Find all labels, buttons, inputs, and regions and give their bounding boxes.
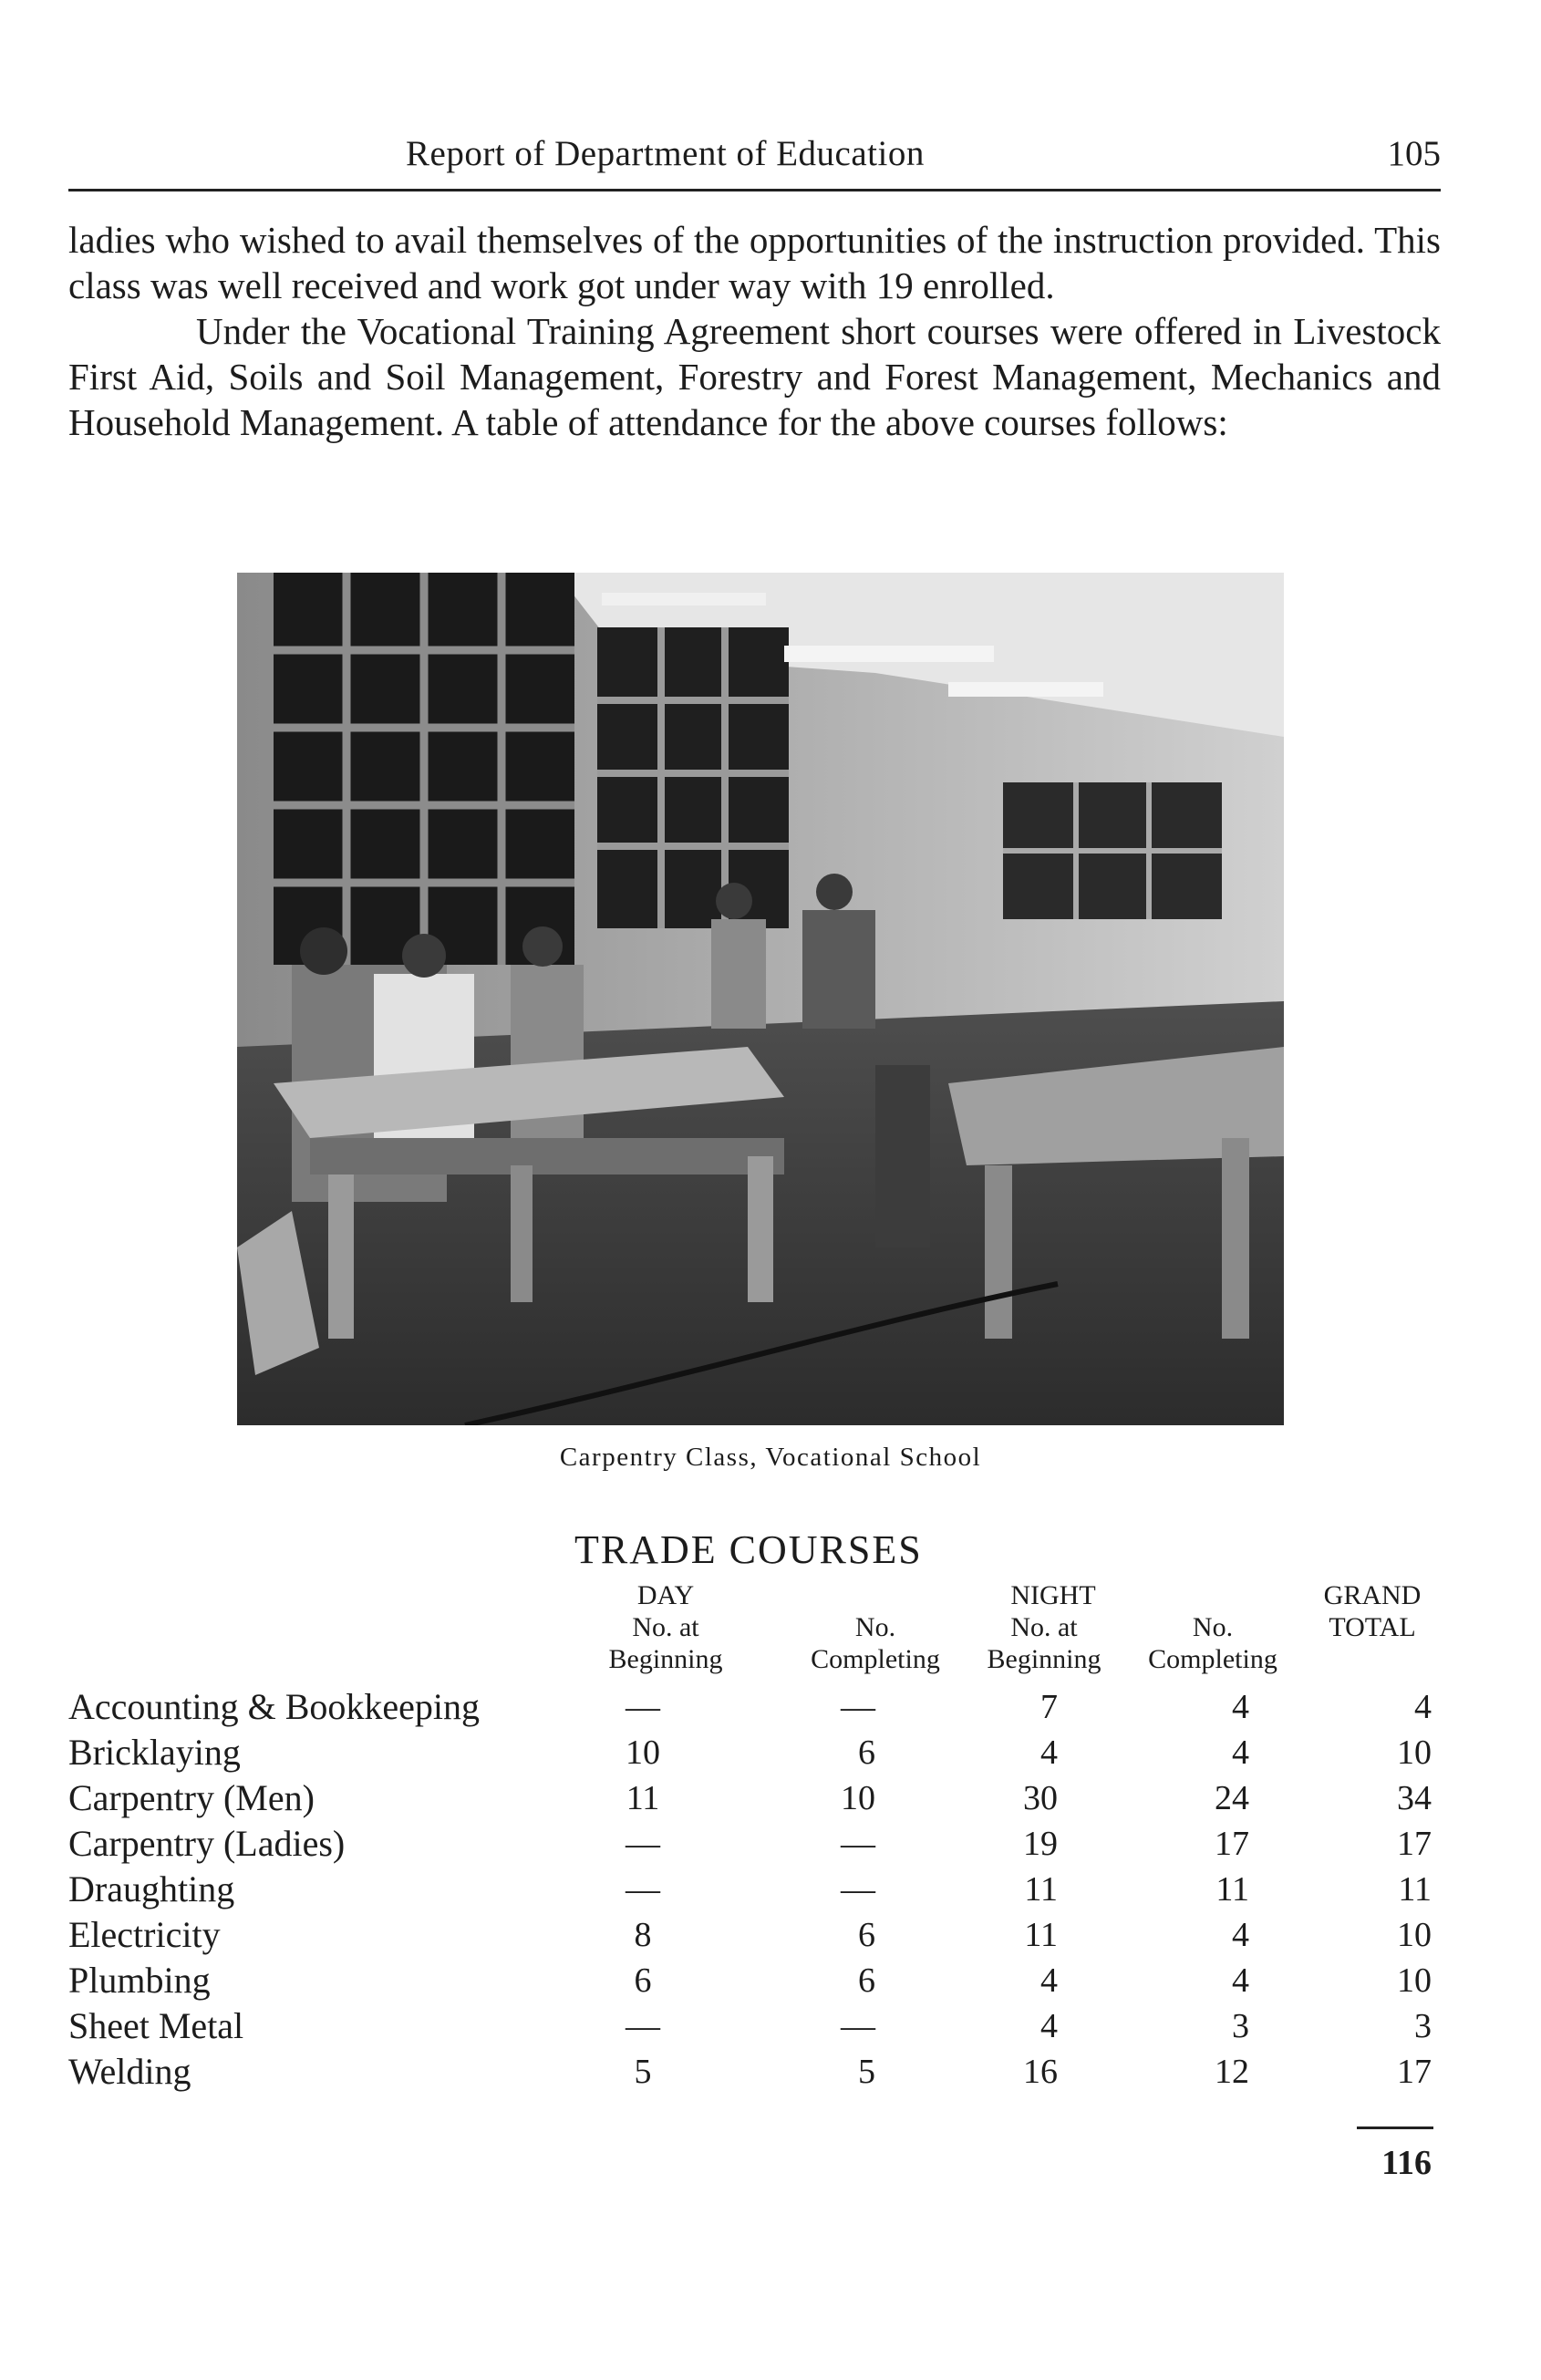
page-header xyxy=(68,133,1441,188)
day-beginning-cell: 10 xyxy=(626,1733,660,1772)
group-header-day: DAY xyxy=(636,1580,695,1610)
grand-total-cell: 17 xyxy=(1397,1825,1432,1863)
day-beginning-cell: 11 xyxy=(626,1779,660,1817)
day-completing-cell: 6 xyxy=(858,1961,875,2000)
carpentry-class-photo xyxy=(237,573,1284,1425)
grand-total-cell: 17 xyxy=(1397,2053,1432,2091)
night-beginning-cell: 4 xyxy=(1040,1733,1058,1772)
night-beginning-cell: 16 xyxy=(1023,2053,1058,2091)
night-completing-cell: 4 xyxy=(1232,1961,1249,2000)
col-day-completing-2: Completing xyxy=(811,1644,940,1674)
grand-total-cell: 11 xyxy=(1398,1870,1432,1909)
night-beginning-cell: 11 xyxy=(1024,1916,1058,1954)
course-name: Plumbing xyxy=(68,1960,211,2001)
day-completing-cell: — xyxy=(841,1870,875,1909)
col-night-beginning-2: Beginning xyxy=(987,1644,1101,1674)
grand-total-cell: 34 xyxy=(1397,1779,1432,1817)
grand-total-cell: 10 xyxy=(1397,1961,1432,2000)
grand-total-sum: 116 xyxy=(1381,2144,1432,2182)
day-completing-cell: 10 xyxy=(841,1779,875,1817)
day-beginning-cell: — xyxy=(626,1688,660,1726)
course-name: Electricity xyxy=(68,1914,221,1955)
day-beginning-cell: 6 xyxy=(634,1961,652,2000)
night-beginning-cell: 11 xyxy=(1024,1870,1058,1909)
night-beginning-cell: 7 xyxy=(1040,1688,1058,1726)
day-beginning-cell: — xyxy=(626,2007,660,2045)
day-beginning-cell: 5 xyxy=(634,2053,652,2091)
night-completing-cell: 17 xyxy=(1215,1825,1249,1863)
night-beginning-cell: 19 xyxy=(1023,1825,1058,1863)
col-night-completing-1: No. xyxy=(1192,1612,1234,1642)
night-completing-cell: 4 xyxy=(1232,1733,1249,1772)
course-name: Carpentry (Men) xyxy=(68,1777,315,1818)
day-completing-cell: 6 xyxy=(858,1916,875,1954)
day-beginning-cell: — xyxy=(626,1870,660,1909)
course-name: Welding xyxy=(68,2051,191,2092)
grand-total-cell: 3 xyxy=(1414,2007,1432,2045)
night-beginning-cell: 30 xyxy=(1023,1779,1058,1817)
table-title: TRADE COURSES xyxy=(574,1527,923,1572)
course-name: Draughting xyxy=(68,1868,235,1909)
day-completing-cell: — xyxy=(841,2007,875,2045)
course-name: Sheet Metal xyxy=(68,2005,244,2046)
day-completing-cell: — xyxy=(841,1825,875,1863)
col-day-beginning-1: No. at xyxy=(632,1612,699,1642)
night-completing-cell: 11 xyxy=(1215,1870,1249,1909)
total-rule xyxy=(1357,2126,1433,2129)
night-completing-cell: 24 xyxy=(1215,1779,1249,1817)
running-title: Report of Department of Education xyxy=(406,134,925,173)
photo-illustration xyxy=(237,573,1284,1425)
night-beginning-cell: 4 xyxy=(1040,1961,1058,2000)
page-number: 105 xyxy=(1387,134,1441,173)
paragraph-2: Under the Vocational Training Agreement short courses were offered in Livestock First Aid, Soils and Soil Management, Forestry and Forest Management, Mechanics and Household Management. A table of attendance for the above courses follows: xyxy=(68,310,1441,443)
grand-total-cell: 10 xyxy=(1397,1733,1432,1772)
group-header-total: TOTAL xyxy=(1329,1612,1416,1642)
night-completing-cell: 3 xyxy=(1232,2007,1249,2045)
course-name: Carpentry (Ladies) xyxy=(68,1823,346,1864)
night-completing-cell: 4 xyxy=(1232,1916,1249,1954)
day-beginning-cell: — xyxy=(626,1825,660,1863)
col-night-beginning-1: No. at xyxy=(1010,1612,1078,1642)
day-beginning-cell: 8 xyxy=(634,1916,652,1954)
header-rule xyxy=(68,189,1441,191)
group-header-night: NIGHT xyxy=(1010,1580,1096,1610)
body-text xyxy=(68,217,1441,445)
grand-total-cell: 10 xyxy=(1397,1916,1432,1954)
group-header-grand: GRAND xyxy=(1323,1580,1422,1610)
course-name: Bricklaying xyxy=(68,1732,241,1773)
col-day-completing-1: No. xyxy=(854,1612,896,1642)
night-beginning-cell: 4 xyxy=(1040,2007,1058,2045)
col-day-beginning-2: Beginning xyxy=(608,1644,723,1674)
day-completing-cell: 6 xyxy=(858,1733,875,1772)
day-completing-cell: 5 xyxy=(858,2053,875,2091)
col-night-completing-2: Completing xyxy=(1148,1644,1277,1674)
paragraph-1: ladies who wished to avail themselves of the opportunities of the instruction provided. This class was well received and work got under way with 19 enrolled. xyxy=(68,219,1441,306)
course-name: Accounting & Bookkeeping xyxy=(68,1686,481,1727)
night-completing-cell: 4 xyxy=(1232,1688,1249,1726)
grand-total-cell: 4 xyxy=(1414,1688,1432,1726)
photo-caption: Carpentry Class, Vocational School xyxy=(559,1443,982,1472)
day-completing-cell: — xyxy=(841,1688,875,1726)
night-completing-cell: 12 xyxy=(1215,2053,1249,2091)
